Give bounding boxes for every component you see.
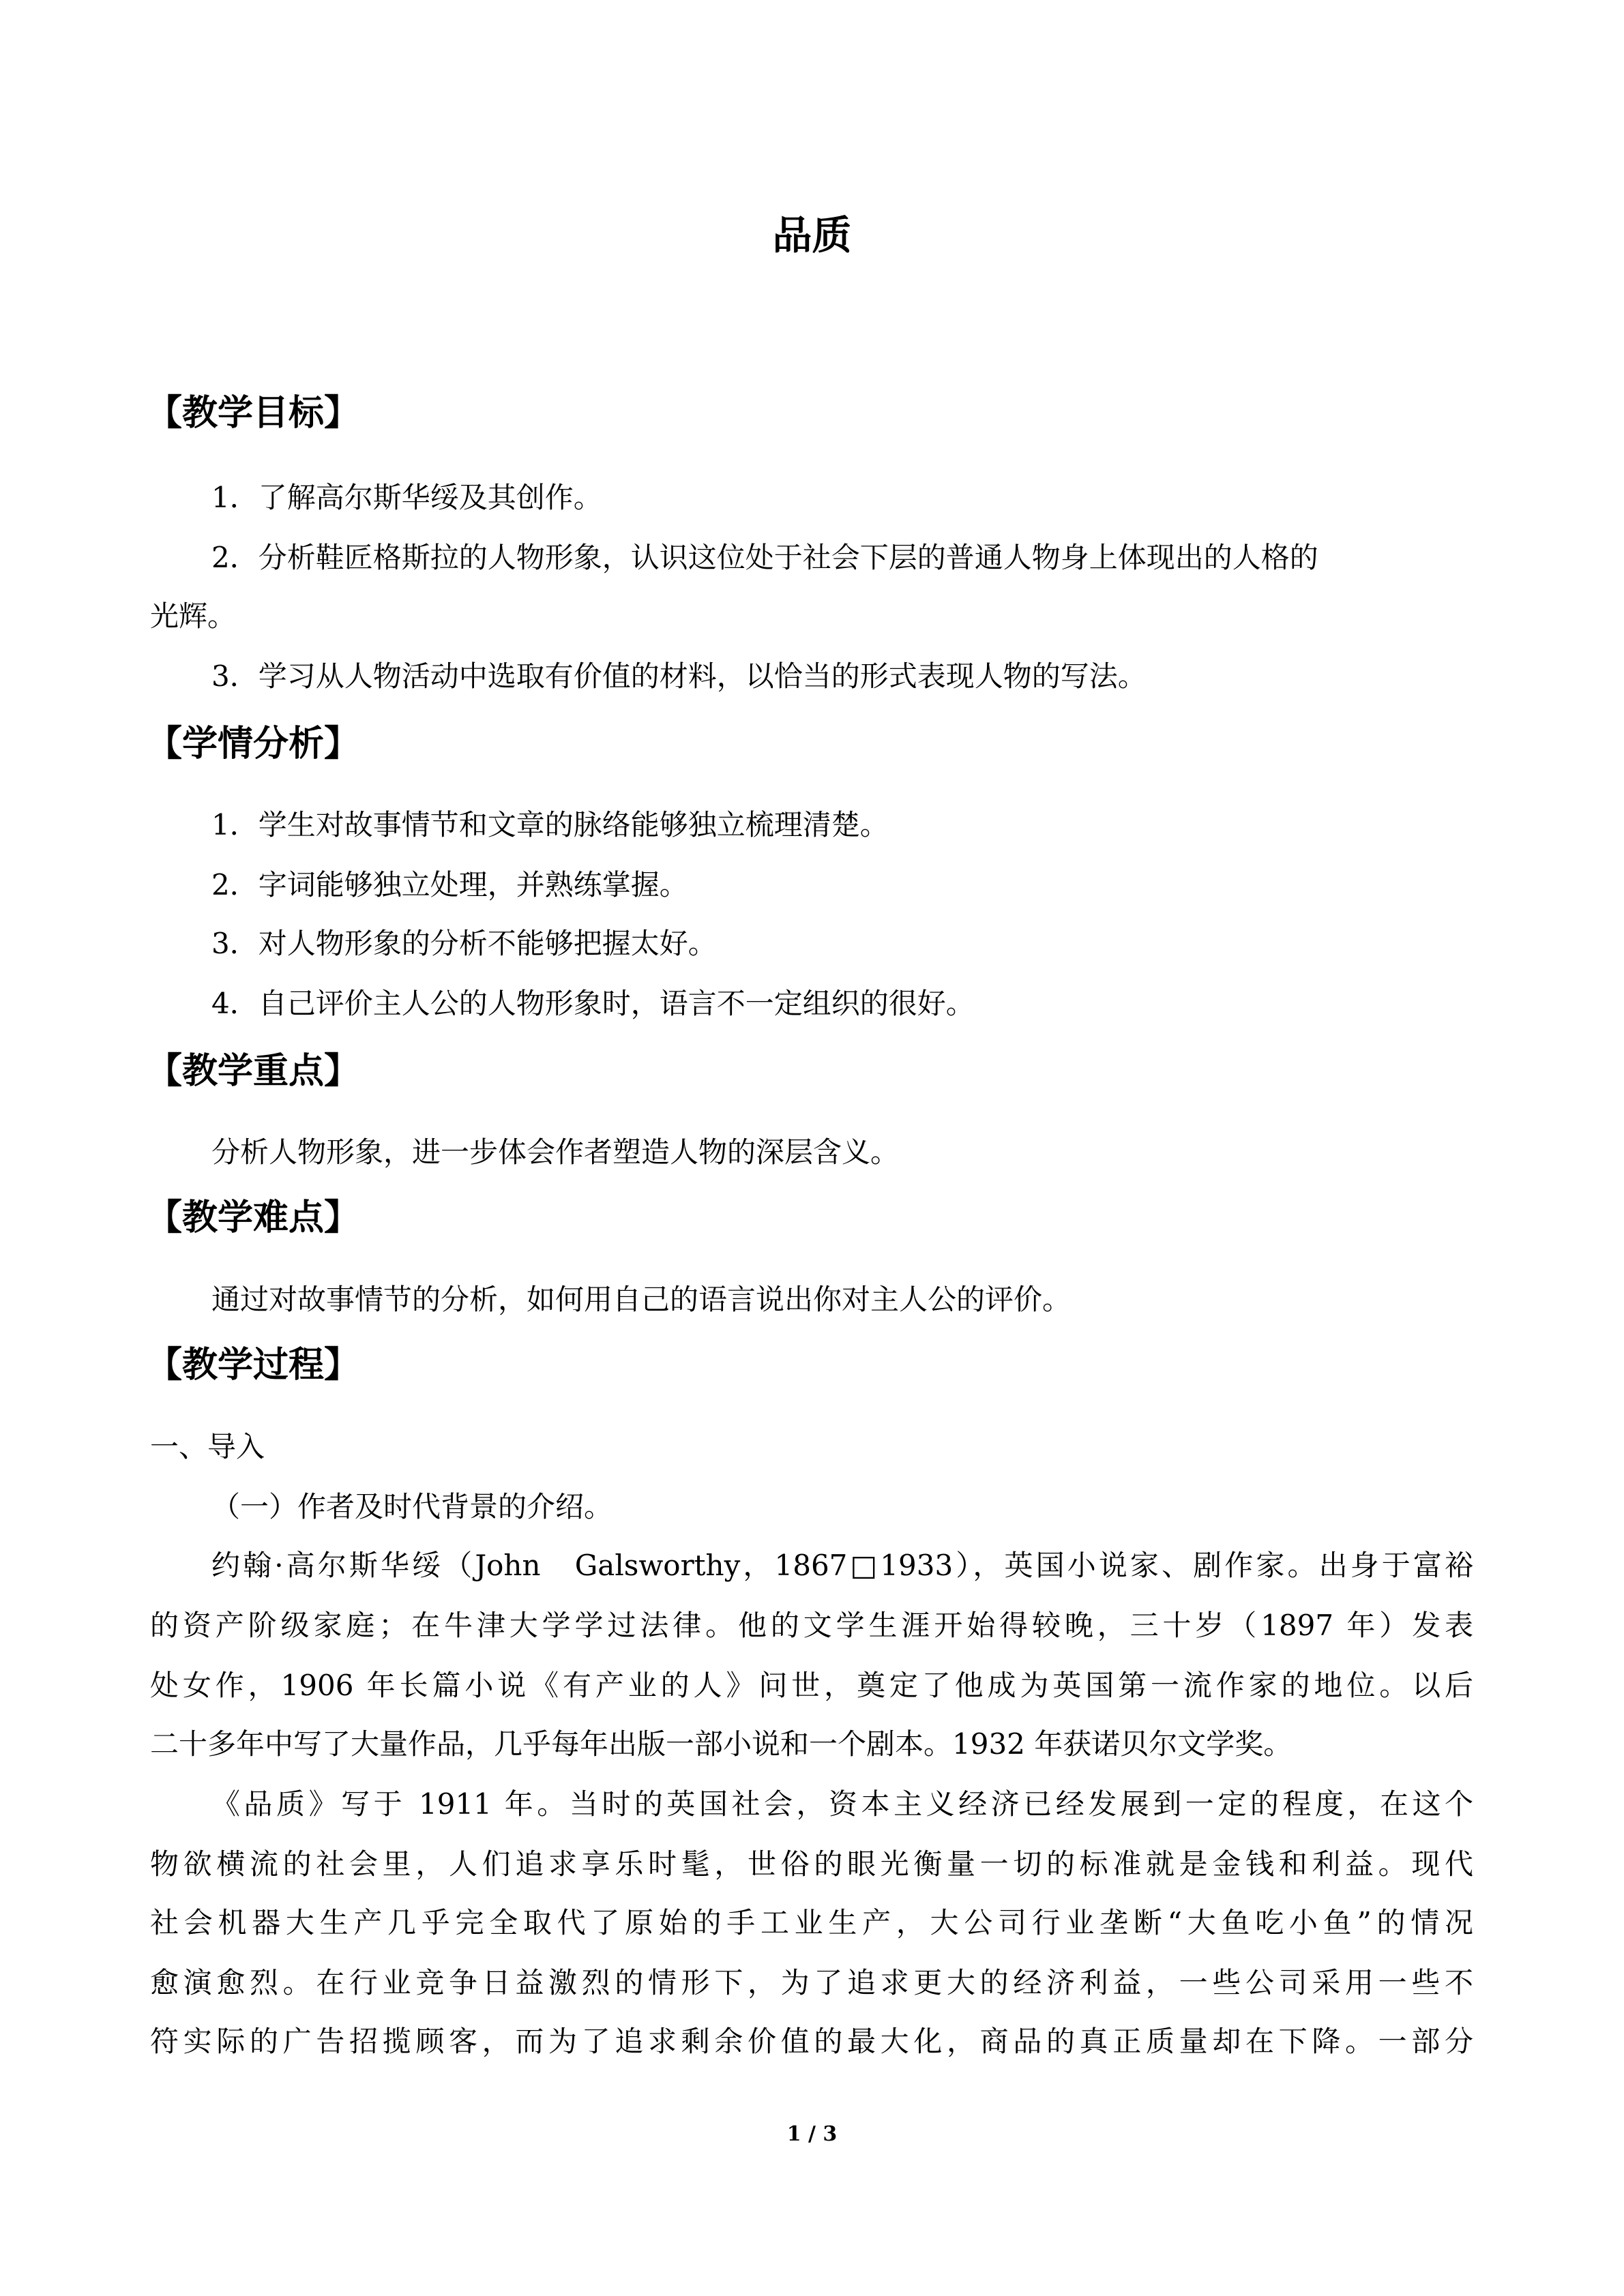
- para-two-line-2: 物欲横流的社会里，人们追求享乐时髦，世俗的眼光衡量一切的标准就是金钱和利益。现代: [150, 1847, 1473, 1881]
- heading-objectives: 【教学目标】: [147, 393, 360, 434]
- heading-analysis: 【学情分析】: [147, 724, 360, 764]
- process-part-one: 一、导入: [150, 1430, 265, 1463]
- heading-process: 【教学过程】: [147, 1345, 360, 1386]
- difficulty-1: 通过对故事情节的分析，如何用自己的语言说出你对主人公的评价。: [211, 1283, 1072, 1316]
- para-one-line-1: 约翰·高尔斯华绥（John Galsworthy，1867□1933），英国小说家、剧作家。出身于富裕: [211, 1549, 1473, 1582]
- objective-1: 1．了解高尔斯华绥及其创作。: [211, 481, 602, 514]
- para-one-line-2: 的资产阶级家庭；在牛津大学学过法律。他的文学生涯开始得较晚，三十岁（1897 年）发表: [150, 1609, 1473, 1642]
- para-one-line-4: 二十多年中写了大量作品，几乎每年出版一部小说和一个剧本。1932 年获诺贝尔文学奖。: [150, 1727, 1293, 1761]
- document-title: 品质: [772, 212, 852, 258]
- heading-difficulties: 【教学难点】: [147, 1197, 360, 1238]
- para-two-line-5: 符实际的广告招揽顾客，而为了追求剩余价值的最大化，商品的真正质量却在下降。一部分: [150, 2025, 1473, 2058]
- heading-key-points: 【教学重点】: [147, 1051, 360, 1092]
- para-two-line-3: 社会机器大生产几乎完全取代了原始的手工业生产，大公司行业垄断“大鱼吃小鱼”的情况: [150, 1906, 1473, 1939]
- process-sub-one: （一）作者及时代背景的介绍。: [211, 1490, 613, 1523]
- para-two-line-4: 愈演愈烈。在行业竞争日益激烈的情形下，为了追求更大的经济利益，一些公司采用一些不: [150, 1966, 1473, 1999]
- analysis-3: 3．对人物形象的分析不能够把握太好。: [211, 927, 717, 960]
- key-point-1: 分析人物形象，进一步体会作者塑造人物的深层含义。: [211, 1135, 900, 1169]
- para-one-line-3: 处女作，1906 年长篇小说《有产业的人》问世，奠定了他成为英国第一流作家的地位。以后: [150, 1669, 1473, 1702]
- analysis-4: 4．自己评价主人公的人物形象时，语言不一定组织的很好。: [211, 987, 975, 1020]
- objective-3: 3．学习从人物活动中选取有价值的材料，以恰当的形式表现人物的写法。: [211, 659, 1147, 693]
- objective-2-cont: 光辉。: [150, 599, 237, 633]
- objective-2: 2．分析鞋匠格斯拉的人物形象，认识这位处于社会下层的普通人物身上体现出的人格的: [211, 541, 1318, 574]
- para-two-line-1: 《品质》写于 1911 年。当时的英国社会，资本主义经济已经发展到一定的程度，在这个: [211, 1787, 1473, 1821]
- page-number: 1 / 3: [786, 2122, 838, 2146]
- analysis-2: 2．字词能够独立处理，并熟练掌握。: [211, 868, 688, 901]
- analysis-1: 1．学生对故事情节和文章的脉络能够独立梳理清楚。: [211, 808, 889, 841]
